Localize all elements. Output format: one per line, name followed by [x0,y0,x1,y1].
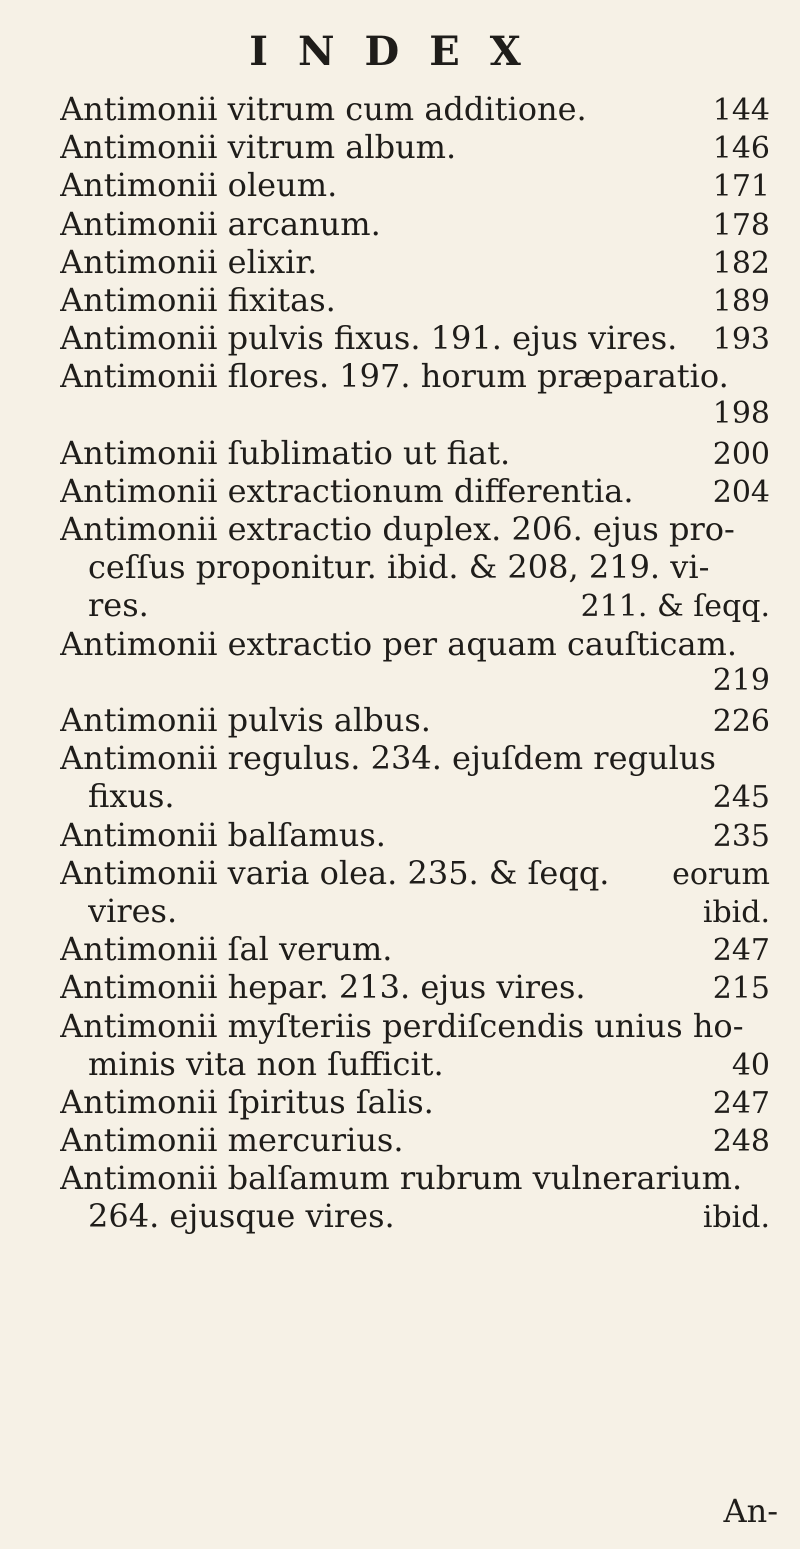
entry-text: Antimonii balſamum rubrum vulnerarium. [60,1159,743,1198]
entry-page: 219 [712,662,770,698]
entry-text: Antimonii myſteriis perdiſcendis unius ho- [60,1006,744,1045]
entry-text: Antimonii mercurius. [60,1121,404,1160]
index-entry [60,1045,770,1083]
entry-text: Antimonii fixitas. [60,280,336,319]
index-entry [60,90,770,128]
index-entry [60,739,770,777]
entry-page: 204 [712,474,770,510]
index-entry [60,892,770,930]
index-entry [60,1159,770,1197]
index-entry [60,854,770,892]
entry-text: Antimonii ſublimatio ut fiat. [60,433,511,472]
entry-text: ceſſus proponitur. ibid. & 208, 219. vi- [88,548,710,587]
entry-page: 200 [712,436,770,472]
index-entry [60,625,770,663]
entry-page: 211. & ſeqq. [580,589,770,625]
entry-text: Antimonii ſal verum. [60,930,393,969]
entry-page: 198 [712,395,770,431]
index-entry [60,281,770,319]
entry-text: Antimonii pulvis albus. [60,701,431,739]
entry-text: Antimonii balſamus. [60,815,386,854]
entry-text: Antimonii extractio duplex. 206. ejus pro- [60,510,735,549]
entry-page: ibid. [702,1200,770,1236]
index-entry [60,1121,770,1159]
index-entry [60,777,770,815]
entry-text: Antimonii extractio per aquam cauſticam. [60,624,738,663]
index-entry [60,472,770,510]
entry-text: Antimonii vitrum cum additione. [60,90,587,128]
index-entry [60,205,770,243]
entry-text: Antimonii arcanum. [60,204,381,243]
entry-text: Antimonii elixir. [60,242,318,281]
entry-page: 215 [712,971,770,1007]
index-entry [60,128,770,166]
page-header: INDEX [249,28,551,75]
index-entry [60,434,770,472]
entry-text: minis vita non ſufficit. [88,1044,444,1083]
index-list [60,90,770,1236]
index-entry [60,166,770,204]
entry-page: 171 [712,169,770,205]
index-entry [60,586,770,624]
entry-text: res. [88,586,149,625]
index-entry [60,548,770,586]
entry-page: 144 [712,93,770,128]
index-entry [60,396,770,434]
entry-page: ibid. [702,894,770,930]
entry-page: 248 [712,1124,770,1160]
entry-page: 193 [712,322,770,358]
entry-page: 189 [712,283,770,319]
entry-page: 247 [712,1085,770,1121]
entry-page: 146 [712,131,770,167]
index-entry [60,930,770,968]
entry-text: Antimonii extractionum differentia. [60,471,634,510]
entry-text: Antimonii hepar. 213. ejus vires. [60,968,586,1007]
index-entry [60,701,770,739]
index-entry [60,816,770,854]
entry-page: 235 [712,818,770,854]
entry-page: 178 [712,207,770,243]
entry-page: 40 [731,1047,770,1083]
index-entry [60,663,770,701]
entry-page: eorum [672,856,770,892]
entry-text: fixus. [88,777,175,816]
index-entry [60,319,770,357]
entry-text: Antimonii oleum. [60,166,338,205]
entry-text: Antimonii ſpiritus ſalis. [60,1082,434,1121]
entry-text: Antimonii regulus. 234. ejuſdem regulus [60,739,716,778]
entry-text: vires. [88,891,178,930]
entry-page: 245 [712,780,770,816]
entry-page: 182 [712,245,770,281]
catchword: An- [723,1492,778,1530]
entry-text: 264. ejusque vires. [88,1197,395,1236]
index-entry [60,968,770,1006]
entry-page: 226 [712,704,770,739]
entry-page: 247 [712,933,770,969]
entry-text: Antimonii flores. 197. horum præparatio. [60,357,729,396]
index-entry [60,510,770,548]
index-entry [60,243,770,281]
entry-text: Antimonii vitrum album. [60,128,457,167]
index-entry [60,357,770,395]
index-entry [60,1197,770,1235]
index-entry [60,1007,770,1045]
index-entry [60,1083,770,1121]
entry-text: Antimonii varia olea. 235. & ſeqq. [60,853,610,892]
entry-text: Antimonii pulvis fixus. 191. ejus vires. [60,319,678,358]
